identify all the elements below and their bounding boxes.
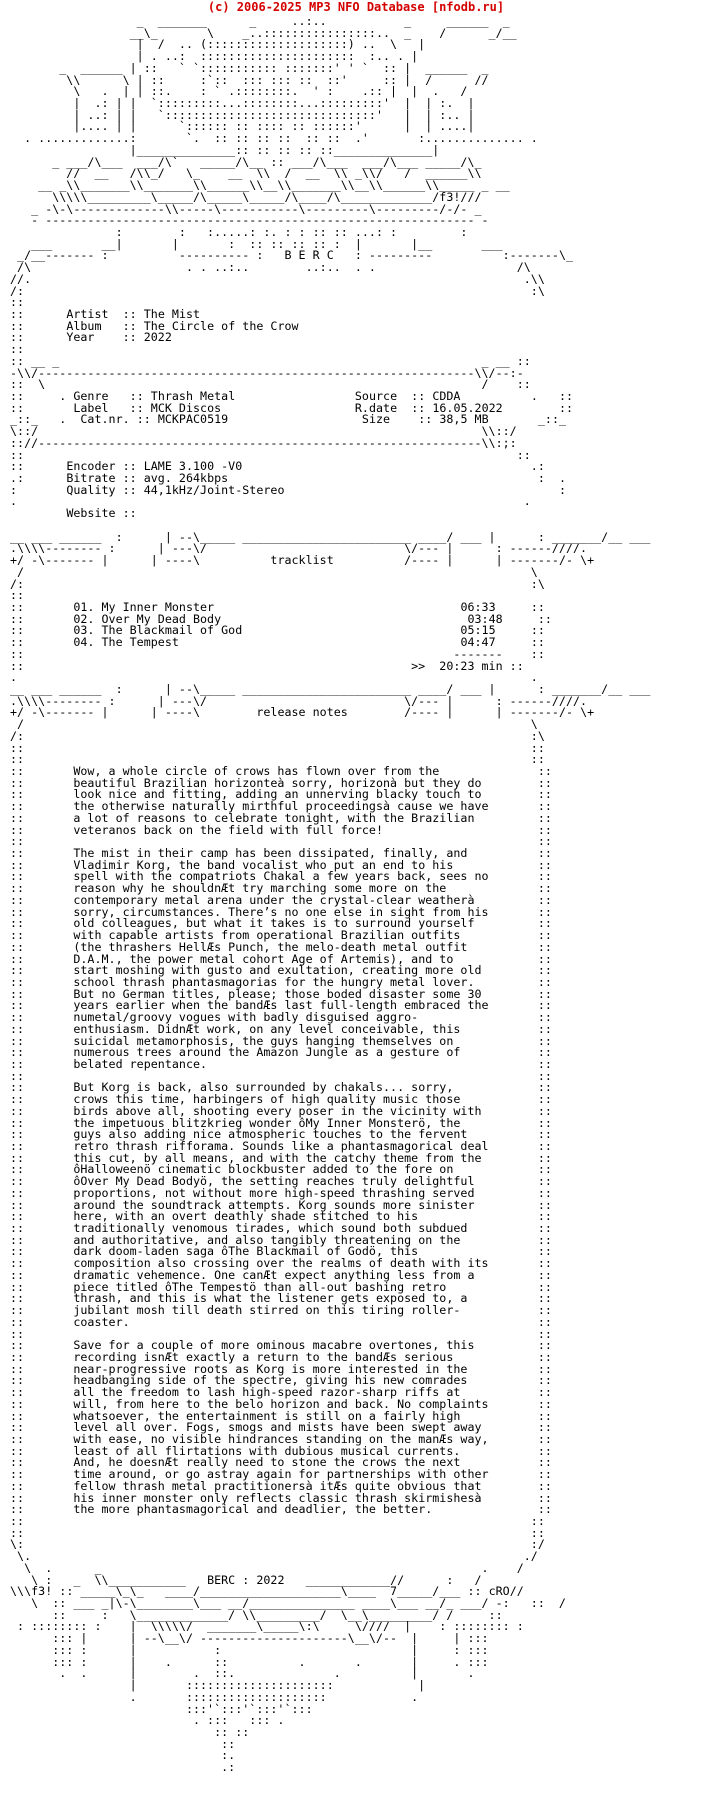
release-notes-text: and authoritative, and also tangibly threatening on the [73, 1232, 461, 1247]
track-4-time: 04:47 [460, 635, 496, 650]
release-notes-line: :: years earlier when the bandÆs last full-length embraced the :: [10, 998, 552, 1013]
release-notes-text: And, he doesnÆt really need to stone the crows the next [73, 1455, 461, 1470]
release-notes-text: Save for a couple of more ominous macabre overtones, this [73, 1338, 475, 1353]
release-notes-text: recording isnÆt exactly a return to the bandÆs serious [73, 1349, 454, 1364]
release-notes-line: :: traditionally venomous tirades, which sound both subdued :: [10, 1221, 552, 1236]
release-notes-text: enthusiasm. DidnÆt work, on any level conceivable, this [73, 1021, 461, 1036]
release-notes-line: :: guys also adding nice atmospheric touches to the fervent :: [10, 1127, 552, 1142]
total-time: 20:23 min [439, 658, 503, 673]
release-notes-line: :: beautiful Brazilian horizonteà sorry, horizonà but they do :: [10, 775, 552, 790]
release-notes-line: :: recording isnÆt exactly a return to the bandÆs serious :: [10, 1349, 552, 1364]
release-notes-text: numerous trees around the Amazon Jungle as a gesture of [73, 1045, 461, 1060]
release-notes-line: :: here, with an overt deathly shade stitched to his :: [10, 1209, 552, 1224]
release-notes-line: :: dark doom-laden saga ôThe Blackmail of Godö, this :: [10, 1244, 552, 1259]
release-notes-line: :: And, he doesnÆt really need to stone the crows the next :: [10, 1455, 552, 1470]
release-notes-text: time around, or go astray again for partnerships with other [73, 1467, 489, 1482]
release-notes-line: :: reason why he shouldnÆt try marching some more on the :: [10, 881, 552, 896]
release-notes-line: :: (the thrashers HellÆs Punch, the melo-death metal outfit :: [10, 939, 552, 954]
release-notes-line: :: the impetuous blitzkrieg wonder ôMy Inner Monsterö, the :: [10, 1115, 552, 1130]
release-notes-text: composition also crossing over the realms of death with its [73, 1256, 489, 1271]
track-4-title: 04. The Tempest [73, 635, 179, 650]
release-notes-line: :: least of all flirtations with dubious musical currents. :: [10, 1443, 552, 1458]
release-notes-text: dark doom-laden saga ôThe Blackmail of Godö, this [73, 1244, 419, 1259]
release-notes-text: belated repentance. [73, 1056, 208, 1071]
tracklist-header: __ ___ ______ : | --\_____ ________________________ ____/ ___ | : _______/__ ___ .\\\\-------- : | ---\/ \/--- | : ------////. +/ -\------- | | ----\ [10, 529, 651, 568]
logo-group: B E R C [284, 248, 334, 263]
release-notes-line: :: But no German titles, please; those boded disaster some 30 :: [10, 986, 552, 1001]
release-notes-line: :: around the soundtrack attempts. Korg sounds more sinister :: [10, 1197, 552, 1212]
release-notes-line: :: :: [10, 834, 552, 849]
release-notes-line: :: whatsoever, the entertainment is still on a fairly high :: [10, 1408, 552, 1423]
track-1-time: 06:33 [460, 599, 496, 614]
release-notes-line: :: look nice and fitting, adding an unnerving blacky touch to :: [10, 787, 552, 802]
release-notes-text: ôOver My Dead Bodyö, the setting reaches truly delightful [73, 1174, 475, 1189]
track-2-title: 02. Over My Dead Body [73, 611, 222, 626]
release-notes-text: Vladimir Korg, the band vocalist who put an end to his [73, 857, 454, 872]
release-notes-text: with ease, no visible hindrances standing on the manÆs way, [73, 1431, 489, 1446]
release-notes-text: dramatic vehemence. One canÆt expect anything less from a [73, 1267, 475, 1282]
release-notes-text: the impetuous blitzkrieg wonder ôMy Inner Monsterö, the [73, 1115, 461, 1130]
logo-tag: f3! [439, 189, 461, 204]
release-info: :: Artist :: The Mist :: Album :: The Circle of the Crow :: Year :: 2022 :: :: __ _ _ __ :: -\\/--------------------------------------------------------------\\/--:- :: \ / :: :: . Genre :: Thrash Metal Source :: CDDA . :: :: Label :: MCK Discos R.date :: 16.05.2022 :: _::_ . Cat.nr. :: MCKPAC0519 Size :: 38,5 MB _::_ \::/ \\::/ :://---------------------------------------------------------------\\:;: :: :: :: Encoder :: LAME 3.100 -V0 .: .: Bitrate :: avg. 264kbps : . : Quality :: 44,1kHz/Joint-Stereo : . . Website :: [10, 306, 574, 521]
release-notes-text: will, from here to the belo horizon and back. No complaints [73, 1396, 489, 1411]
release-notes-line: :: veteranos back on the field with full force! :: [10, 822, 552, 837]
release-notes-line: :: will, from here to the belo horizon and back. No complaints :: [10, 1396, 552, 1411]
release-notes-text: with capable artists from operational Brazilian outfits [73, 928, 461, 943]
release-notes-text: whatsoever, the entertainment is still on a fairly high [73, 1408, 461, 1423]
release-notes-line: :: time around, or go astray again for partnerships with other :: [10, 1467, 552, 1482]
release-notes-line: :: Wow, a whole circle of crows has flown over from the :: [10, 764, 552, 778]
release-notes-line: :: with ease, no visible hindrances standing on the manÆs way, :: [10, 1431, 552, 1446]
release-notes-line: :: ôHalloweenö cinematic blockbuster added to the fore on :: [10, 1162, 552, 1177]
release-notes-line: :: piece titled ôThe Tempestö than all-out bashing retro :: [10, 1279, 552, 1294]
release-notes-line: :: The mist in their camp has been dissipated, finally, and :: [10, 846, 552, 861]
track-1-title: 01. My Inner Monster [73, 599, 215, 614]
release-notes-line: :: belated repentance. :: [10, 1056, 552, 1071]
release-notes-text: his inner monster only reflects classic thrash skirmishesà [73, 1490, 482, 1505]
release-notes-text: spell with the compatriots Chakal a few years back, sees no [73, 869, 489, 884]
release-notes-text: crows this time, harbingers of high quality music those [73, 1092, 461, 1107]
release-notes-text: coaster. [73, 1314, 130, 1329]
release-notes-text: thrash, and this is what the listener gets exposed to, a [73, 1291, 468, 1306]
release-notes-line: :: retro thrash rifforama. Sounds like a phantasmagorical deal :: [10, 1139, 552, 1153]
release-notes-line: :: jubilant mosh till death stirred on this tiring roller- :: [10, 1303, 552, 1318]
release-notes-line: :: numerous trees around the Amazon Jungle as a gesture of :: [10, 1045, 552, 1060]
release-notes-text: retro thrash rifforama. Sounds like a phantasmagorical deal [73, 1139, 489, 1153]
release-notes-text: contemporary metal arena under the crystal-clear weatherà [73, 892, 475, 907]
release-notes-text: this cut, by all means, and with the catchy theme from the [73, 1150, 482, 1165]
nfo-document: _ _______ _ ..:.. _ ______ _ __\_ \ _..::::::::::::::::.. _ / _/__ | / .. (::::::::::::::::::::) .. \ | | . ..: :::::::::::::::::::::: :.. . | _ ______ | :: ` `::::::::::: :::::::' ' ` :: | ______ _ \\ \ | :: :`:: ::: ::: :: ::' :: | / // \ . | | ::. : ` .::::::::. ' : .:: | | . / | .: | | `:::::::::...::::::::...:::::::::' | | :. | | ..: | | `::::::::::::::::::::::::::::::' | | :.. | |.... | | `:::::: :: :::: :: ::::::' | | ....| . .............: `. :: :: :: :: :: :: .' :.............. . |______________:: :: :: :: ::______________| _ ___/\___ ___/\` _____/\__ :: ___/\___ ___/\___ _____/\_ // __ /\\_/ \_ __ \\ / __ \\ _\\/ / ______\\ __ _\\_______\\_______\\______\\__\\_______\\__\\______\\_____ _ __ \\\\\_________\_____/\_____\_____/\____/\_____________/f3!/// _ -\-\-------------\\-----\-----------\---------\---------/-/- _ - ------------------------------------------------------------- - : : :.....: :. : : :: :: ...: : : ___ __| | : :: :: :: :: : | |__ ___ _/__------- : ---------- : B E R C : --------- :-------\_ /\ . . ..:.. ..:.. . . /\ //. .\\ /: :\ :: :: Artist :: The Mist :: Album :: The Circle of the Crow :: Year :: 2022 :: :: __ _ _ __ :: -\\/--------------------------------------------------------------\\/--:- :: \ / :: :: . Genre :: Thrash Metal Source :: CDDA . :: :: Label :: MCK Discos R.date :: 16.05.2022 :: _::_ . Cat.nr. :: MCKPAC0519 Size :: 38,5 MB _::_ \::/ \\::/ :://---------------------------------------------------------------\\:;: :: :: :: Encoder :: LAME 3.100 -V0 .: .: Bitrate :: avg. 264kbps : . : Quality :: 44,1kHz/Joint-Stereo : . . Website :: __ ___ ______ : | --\_____ ________________________ ____/ ___ | : _______/__ ___ .\\\\-------- : | ---\/ \/--- | : ------////. +/ -\------- | | ----\ tracklist /---- | | -------/- \+ / \ /: :\ :: :: 01. My Inner Monster 06:33 :: :: 02. Over My Dead Body 03:48 :: :: 03. The Blackmail of God 05:15 :: :: 04. The Tempest 04:47 :: :: ------- :: :: >> 20:23 min :: . . __ ___ ______ : | --\_____ ________________________ ____/ ___ | : _______/__ ___ .\\\\-------- : | ---\/ \/--- | : ------////. +/ -\------- | | ----\ release notes /---- | | -------/- \+ / \ /: :\ :: :: :: :: :: Wow, a whole circle of crows has flown over from the :: :: beautiful Brazilian horizonteà sorry, horizonà but they do :: :: look nice and fitting, adding an unnerving blacky touch to :: :: the otherwise naturally mirthful proceedingsà cause we have :: :: a lot of reasons to celebrate tonight, with the Brazilian :: :: veteranos back on the field with full force! :: :: :: :: The mist in their camp has been dissipated, finally, and :: :: Vladimir Korg, the band vocalist who put an end to his :: :: spell with the compatriots Chakal a few years back, sees no :: :: reason why he shouldnÆt try marching some more on the :: :: contemporary metal arena under the crystal-clear weatherà :: :: sorry, circumstances. There’s no one else in sight from his :: :: old colleagues, but what it takes is to surround yourself :: :: with capable artists from operational Brazilian outfits :: :: (the thrashers HellÆs Punch, the melo-death metal outfit :: :: D.A.M., the power metal cohort Age of Artemis), and to :: :: start moshing with gusto and exultation, creating more old :: :: school thrash phantasmagorias for the hungry metal lover. :: :: But no German titles, please; those boded disaster some 30 :: :: years earlier when the bandÆs last full-length embraced the :: :: numetal/groovy vogues with badly disguised aggro- :: :: enthusiasm. DidnÆt work, on any level conceivable, this :: :: suicidal metamorphosis, the guys hanging themselves on :: :: numerous trees around the Amazon Jungle as a gesture of :: :: belated repentance. :: :: :: :: But Korg is back, also surrounded by chakals... sorry, :: :: crows this time, harbingers of high quality music those :: :: birds above all, shooting every poser in the vicinity with :: :: the impetuous blitzkrieg wonder ôMy Inner Monsterö, the :: :: guys also adding nice atmospheric touches to the fervent :: :: retro thrash rifforama. Sounds like a phantasmagorical deal :: :: this cut, by all means, and with the catchy theme from the :: :: ôHalloweenö cinematic blockbuster added to the fore on :: :: ôOver My Dead Bodyö, the setting reaches truly delightful :: :: proportions, not without more high-speed thrashing served :: :: around the soundtrack attempts. Korg sounds more sinister :: :: here, with an overt deathly shade stitched to his :: :: traditionally venomous tirades, which sound both subdued :: :: and authoritative, and also tangibly threatening on the :: :: dark doom-laden saga ôThe Blackmail of Godö, this :: :: composition also crossing over the realms of death with its :: :: dramatic vehemence. One canÆt expect anything less from a :: :: piece titled ôThe Tempestö than all-out bashing retro :: :: thrash, and this is what the listener gets exposed to, a :: :: jubilant mosh till death stirred on this tiring roller- :: :: coaster. :: :: :: :: Save for a couple of more ominous macabre overtones, this :: :: recording isnÆt exactly a return to the bandÆs serious :: :: near-progressive roots as Korg is more interested in the :: :: headbanging side of the spectre, giving his new comrades :: :: all the freedom to lash high-speed razor-sharp riffs at :: :: will, from here to the belo horizon and back. No complaints :: :: whatsoever, the entertainment is still on a fairly high :: :: level all over. Fogs, smogs and mists have been swept away :: :: with ease, no visible hindrances standing on the manÆs way, :: :: least of all flirtations with dubious musical currents. :: :: And, he doesnÆt really need to stone the crows the next :: :: time around, or go astray again for partnerships with other :: :: fellow thrash metal practitionersà itÆs quite obvious that :: :: his inner monster only reflects classic thrash skirmishesà :: :: the more phantasmagorical and deadlier, the better. :: :: :: :: :: \: :/ \. ./ \ . _ . / \ : _ \\___________ BERC : 2022 ____________// : / \\\f3! :: _____\_\_ ____/____________________\____ 7_____/___ :: cRO// \ :: ___ _|\-\________\___ __/_______________ ____\___ __/_ ___/ -: :: / :: : \_____________/ \\_________/ \__\_________/ / :: : :::::::: : | \\\\\/ _______\_____\:\ \//// | : :::::::: : ::: | | --\__\/ ---------------------\__\/-- | | ::: ::: : | : | : ::: ::: : | . :: . . | . ::: . . | . ::. . | . | ::::::::::::::::::::: | . :::::::::::::::::::: . :::'`:::'`:::'`::: . ::: ::: . :: :: :: :. .: [10, 14, 651, 1775]
release-notes-line: :: near-progressive roots as Korg is more interested in the :: [10, 1361, 552, 1376]
release-notes-text: Wow, a whole circle of crows has flown over from the [73, 764, 440, 778]
release-notes-text: near-progressive roots as Korg is more interested in the [73, 1361, 468, 1376]
release-notes-line: :: spell with the compatriots Chakal a few years back, sees no :: [10, 869, 552, 884]
release-notes-text: all the freedom to lash high-speed razor-sharp riffs at [73, 1385, 461, 1400]
notes-header: __ ___ ______ : | --\_____ ________________________ ____/ ___ | : _______/__ ___ .\\\\-------- : | ---\/ \/--- | : ------////. +/ -\------- | | ----\ [10, 681, 651, 720]
release-notes-text: veteranos back on the field with full force! [73, 822, 384, 837]
release-notes-text: look nice and fitting, adding an unnerving blacky touch to [73, 787, 482, 802]
release-notes-line: :: crows this time, harbingers of high quality music those :: [10, 1092, 552, 1107]
release-notes-text: ôHalloweenö cinematic blockbuster added to the fore on [73, 1162, 454, 1177]
release-notes-line: :: and authoritative, and also tangibly threatening on the :: [10, 1232, 552, 1247]
release-notes-text: years earlier when the bandÆs last full-length embraced the [73, 998, 489, 1013]
release-notes-line: :: But Korg is back, also surrounded by chakals... sorry, :: [10, 1080, 552, 1095]
release-notes-line: :: his inner monster only reflects classic thrash skirmishesà :: [10, 1490, 552, 1505]
release-notes-line: :: numetal/groovy vogues with badly disguised aggro- :: [10, 1010, 552, 1025]
release-notes-line: :: sorry, circumstances. There’s no one else in sight from his :: [10, 904, 552, 919]
release-notes-text: least of all flirtations with dubious musical currents. [73, 1443, 461, 1458]
release-notes-line: :: school thrash phantasmagorias for the hungry metal lover. :: [10, 974, 552, 989]
release-notes-text: fellow thrash metal practitionersà itÆs quite obvious that [73, 1478, 482, 1493]
release-notes-text: proportions, not without more high-speed thrashing served [73, 1185, 475, 1200]
release-notes-text: D.A.M., the power metal cohort Age of Artemis), and to [73, 951, 454, 966]
release-notes-line: :: this cut, by all means, and with the catchy theme from the :: [10, 1150, 552, 1165]
release-notes-line: :: coaster. :: [10, 1314, 552, 1329]
release-notes-line: :: birds above all, shooting every poser in the vicinity with :: [10, 1103, 552, 1118]
release-notes-text: the more phantasmagorical and deadlier, the better. [73, 1502, 433, 1517]
release-notes-text: sorry, circumstances. There’s no one else in sight from his [73, 904, 489, 919]
release-notes-text: school thrash phantasmagorias for the hungry metal lover. [73, 974, 475, 989]
release-notes-text: traditionally venomous tirades, which sound both subdued [73, 1221, 468, 1236]
track-3-time: 05:15 [460, 623, 496, 638]
track-3-title: 03. The Blackmail of God [73, 623, 243, 638]
release-notes-text: level all over. Fogs, smogs and mists have been swept away [73, 1420, 482, 1435]
release-notes-text: piece titled ôThe Tempestö than all-out bashing retro [73, 1279, 447, 1294]
release-notes-text: The mist in their camp has been dissipated, finally, and [73, 846, 468, 861]
release-notes-text: here, with an overt deathly shade stitched to his [73, 1209, 419, 1224]
release-notes-line: :: fellow thrash metal practitionersà itÆs quite obvious that :: [10, 1478, 552, 1493]
release-notes-text: numetal/groovy vogues with badly disguised aggro- [73, 1010, 419, 1025]
release-notes-text: old colleagues, but what it takes is to surround yourself [73, 916, 475, 931]
release-notes-line: :: :: [10, 1326, 552, 1341]
release-notes-line: :: Vladimir Korg, the band vocalist who put an end to his :: [10, 857, 552, 872]
release-notes-text: headbanging side of the spectre, giving his new comrades [73, 1373, 468, 1388]
release-notes-line: :: D.A.M., the power metal cohort Age of Artemis), and to :: [10, 951, 552, 966]
release-notes-text: But Korg is back, also surrounded by chakals... sorry, [73, 1080, 454, 1095]
release-notes-text: start moshing with gusto and exultation, creating more old [73, 963, 482, 978]
release-notes-line: :: thrash, and this is what the listener gets exposed to, a :: [10, 1291, 552, 1306]
site-banner[interactable]: (c) 2006-2025 MP3 NFO Database [nfodb.ru] [207, 0, 505, 14]
release-notes-text: reason why he shouldnÆt try marching some more on the [73, 881, 447, 896]
release-notes [10, 764, 552, 1516]
release-notes-text: guys also adding nice atmospheric touches to the fervent [73, 1127, 468, 1142]
release-notes-line: :: suicidal metamorphosis, the guys hanging themselves on :: [10, 1033, 552, 1048]
release-notes-line: :: the otherwise naturally mirthful proceedingsà cause we have :: [10, 799, 552, 814]
release-notes-line: :: dramatic vehemence. One canÆt expect anything less from a :: [10, 1267, 552, 1282]
release-notes-line: :: headbanging side of the spectre, giving his new comrades :: [10, 1373, 552, 1388]
release-notes-text: beautiful Brazilian horizonteà sorry, horizonà but they do [73, 775, 482, 790]
release-notes-line: :: start moshing with gusto and exultation, creating more old :: [10, 963, 552, 978]
release-notes-text: a lot of reasons to celebrate tonight, with the Brazilian [73, 810, 475, 825]
release-notes-line: :: contemporary metal arena under the crystal-clear weatherà :: [10, 892, 552, 907]
release-notes-text: around the soundtrack attempts. Korg sounds more sinister [73, 1197, 475, 1212]
track-2-time: 03:48 [467, 611, 503, 626]
release-notes-line: :: :: [10, 1068, 552, 1083]
logo-art: _ _______ _ ..:.. _ ______ _ __\_ \ _..::::::::::::::::.. _ / _/__ | / .. (::::::::::::::::::::) .. \ | | . ..: :::::::::::::::::::::: :.. . | _ ______ | :: ` `::::::::::: :::::::' ' ` :: | ______ _ \\ \ | :: :`:: ::: ::: :: ::' :: | / // \ . | | ::. : ` .::::::::. ' : .:: | | . / | .: | | `:::::::::...::::::::...:::::::::' | | :. | | ..: | | `::::::::::::::::::::::::::::::' | | :.. | |.... | | `:::::: :: :::: :: ::::::' | | ....| . .............: `. :: :: :: :: :: :: .' :.............. . |______________:: :: :: :: ::______________| _ ___/\___ ___/\` _____/\__ :: ___/\___ ___/\___ _____/\_ // __ /\\_/ \_ __ \\ / __ \\ _\\/ / ______\\ __ _\\_______\\_______\\______\\__\\_______\\__\\______\\_____ _ __ \\\\\_________\_____/\_____\_____/\____/\_____________/ [24, 14, 538, 204]
release-notes-line: :: old colleagues, but what it takes is to surround yourself :: [10, 916, 552, 931]
release-notes-text: (the thrashers HellÆs Punch, the melo-death metal outfit [73, 939, 468, 954]
release-notes-text: But no German titles, please; those boded disaster some 30 [73, 986, 482, 1001]
release-notes-text: birds above all, shooting every poser in the vicinity with [73, 1103, 482, 1118]
release-notes-line: :: level all over. Fogs, smogs and mists have been swept away :: [10, 1420, 552, 1435]
release-notes-text: jubilant mosh till death stirred on this tiring roller- [73, 1303, 461, 1318]
footer-art: :: :: :: :: \: :/ \. ./ \ . _ . / \ : _ \\___________ [10, 1514, 545, 1587]
release-notes-line: :: enthusiasm. DidnÆt work, on any level conceivable, this :: [10, 1021, 552, 1036]
release-notes-line: :: with capable artists from operational Brazilian outfits :: [10, 928, 552, 943]
release-notes-line: :: ôOver My Dead Bodyö, the setting reaches truly delightful :: [10, 1174, 552, 1189]
release-notes-line: :: a lot of reasons to celebrate tonight, with the Brazilian :: [10, 810, 552, 825]
release-notes-line: :: all the freedom to lash high-speed razor-sharp riffs at :: [10, 1385, 552, 1400]
release-notes-text: the otherwise naturally mirthful proceedingsà cause we have [73, 799, 489, 814]
release-notes-line: :: proportions, not without more high-speed thrashing served :: [10, 1185, 552, 1200]
tracklist: :: 01. My Inner Monster 06:33 :: :: 02. Over My Dead Body 03:48 :: :: 03. The Blackmail of God 05:15 :: :: 04. The Tempest 04:47 :: :: ------- :: :: >> 20:23 min :: . . [10, 599, 552, 685]
release-notes-line: :: Save for a couple of more ominous macabre overtones, this :: [10, 1338, 552, 1353]
release-notes-line: :: composition also crossing over the realms of death with its :: [10, 1256, 552, 1271]
release-notes-text: suicidal metamorphosis, the guys hanging themselves on [73, 1033, 454, 1048]
release-notes-line: :: the more phantasmagorical and deadlier, the better. :: [10, 1502, 552, 1517]
